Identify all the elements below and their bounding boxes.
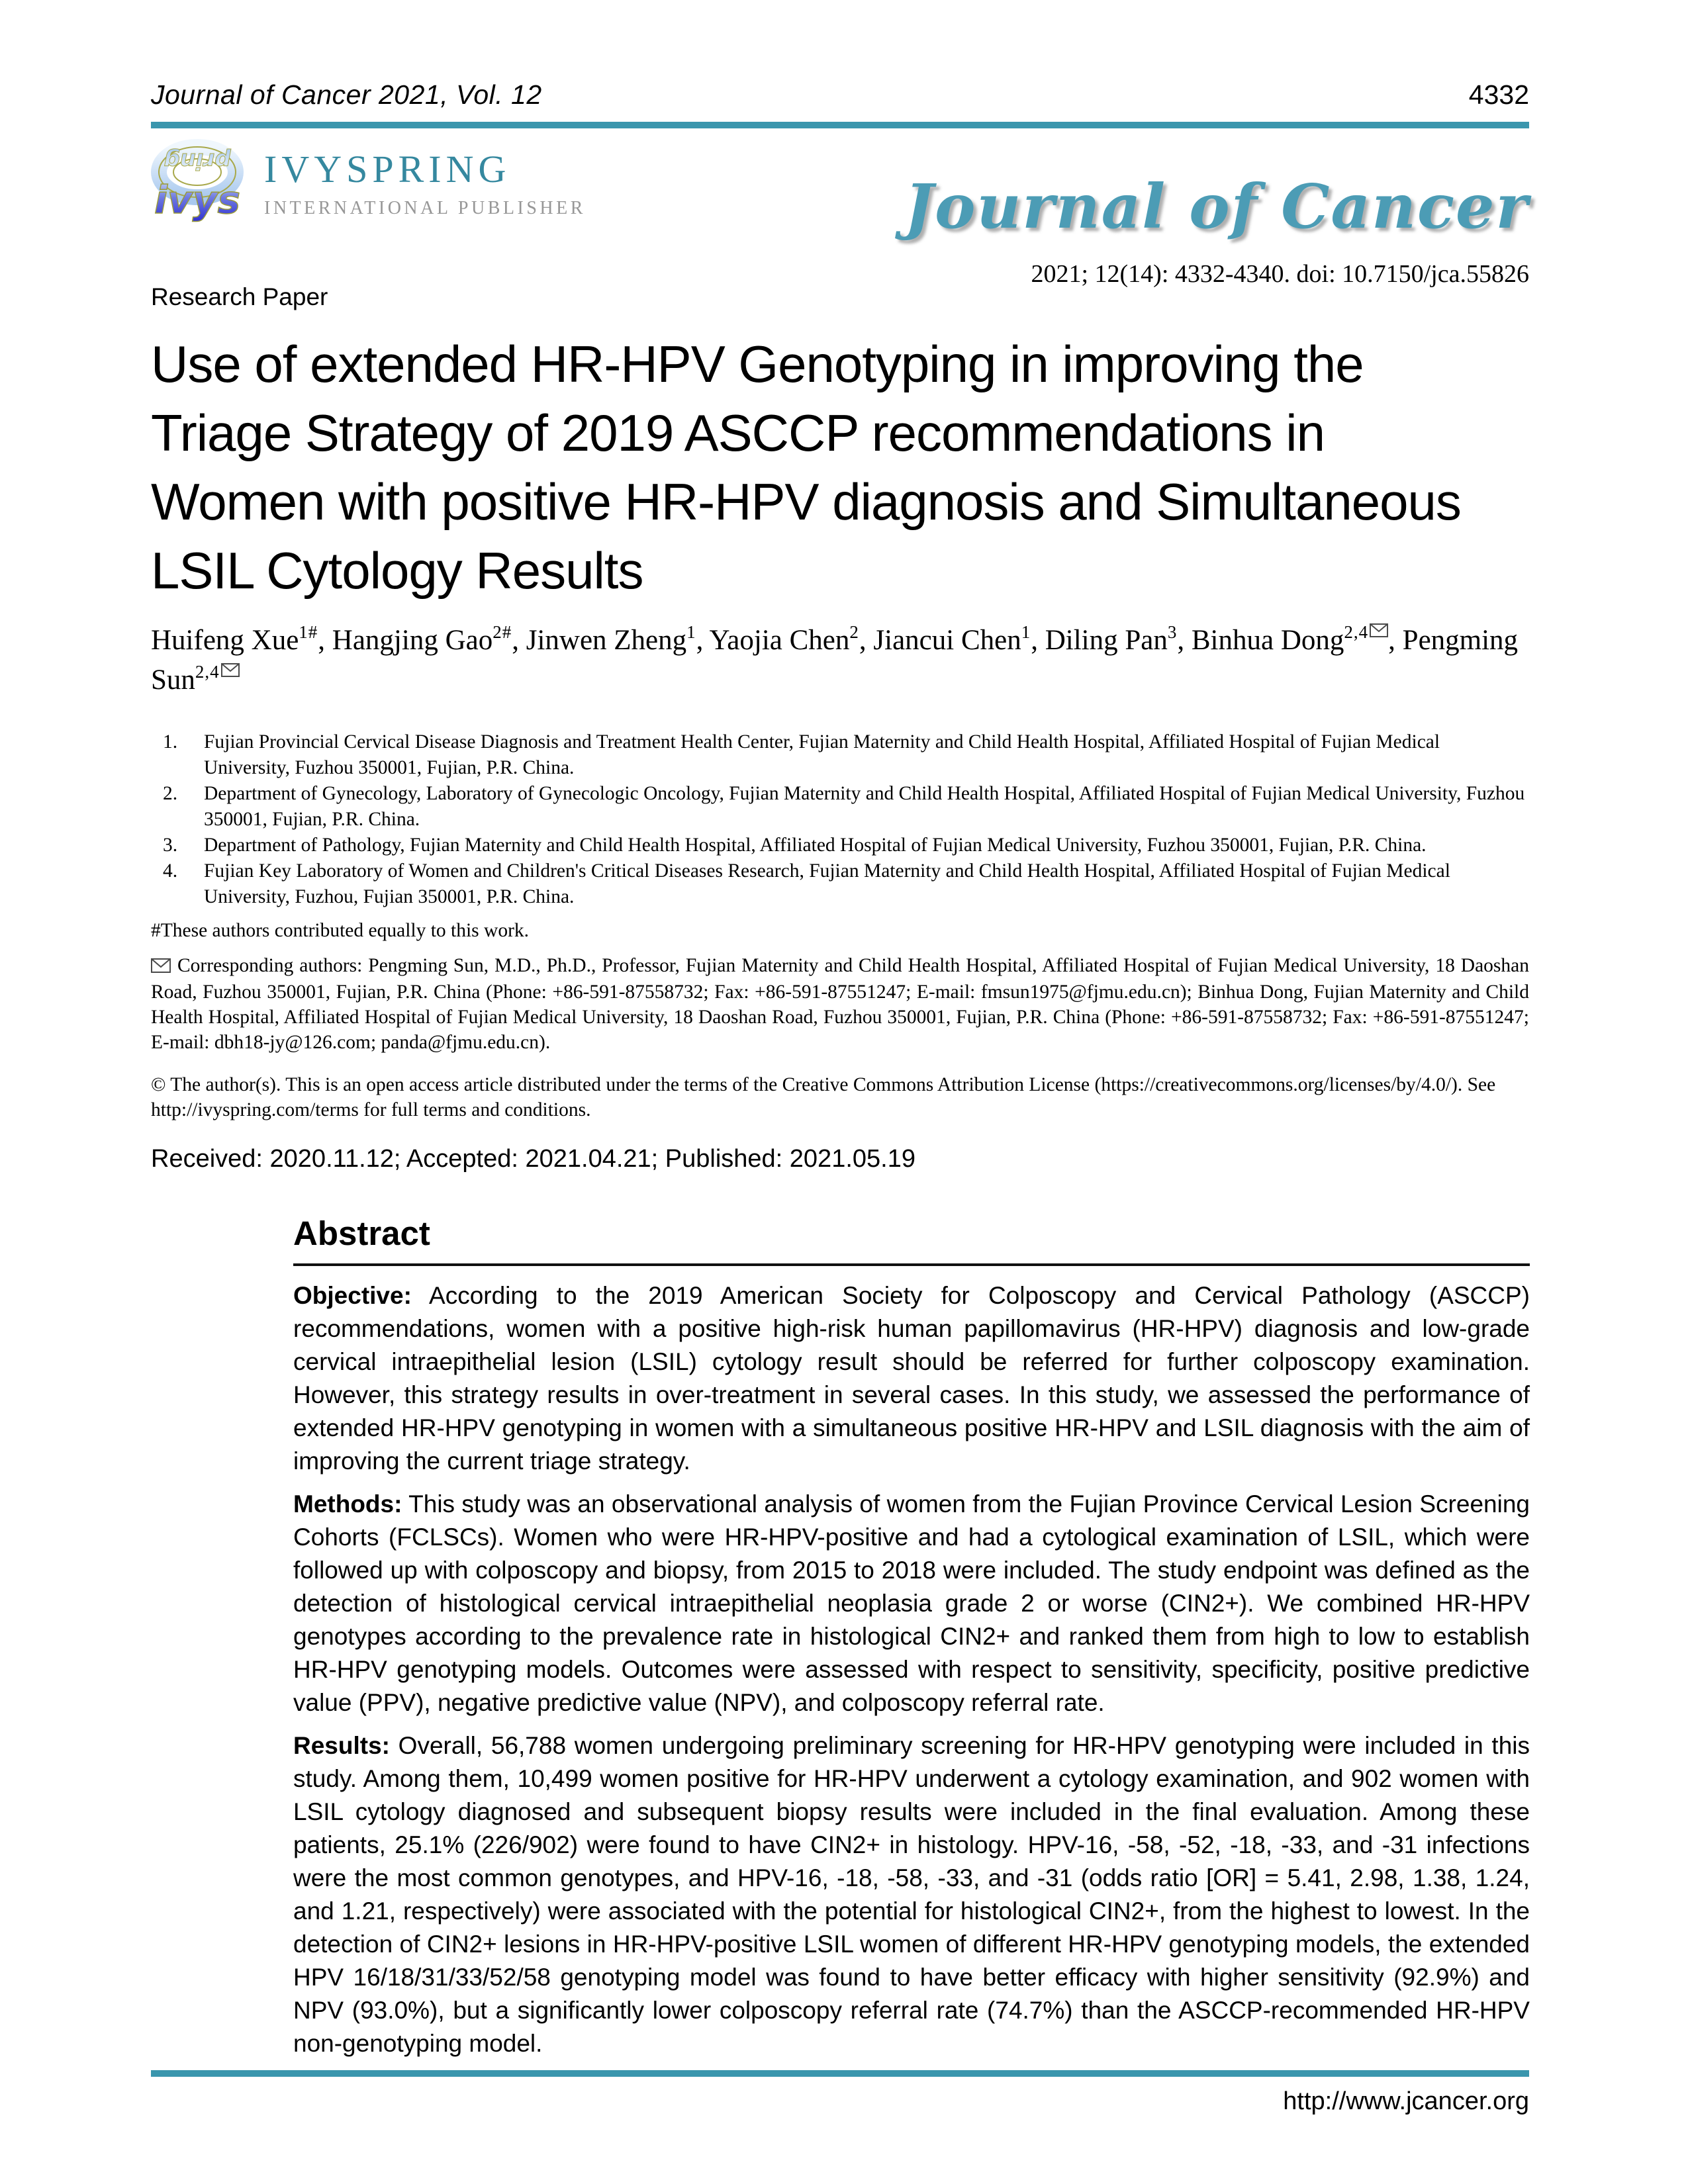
author-affiliation-sup: 1# (299, 622, 318, 642)
envelope-icon (1370, 623, 1388, 637)
abstract-paragraph: Objective: According to the 2019 American Society for Colposcopy and Cervical Pathology (ASCCP) recommendations, women with a positive high-risk human papillomavirus (HR-HPV) diagnosis and low-grade cervical intraepithelial lesion (LSIL) cytology result should be referred for further colposcopy examination. However, this strategy results in over-treatment in several cases. In this study, we assessed the performance of extended HR-HPV genotyping in women with a simultaneous positive HR-HPV and LSIL diagnosis with the aim of improving the current triage strategy. (293, 1282, 1530, 1475)
author: Diling Pan$^3$ (1045, 622, 1178, 656)
ring-front-letters: ivys (154, 177, 241, 222)
article-type-label: Research Paper (151, 283, 328, 310)
author: Huifeng Xue$^{1\#}$ (151, 622, 318, 656)
affiliation-item: 3. Department of Pathology, Fujian Maternity and Child Health Hospital, Affiliated Hospital of Fujian Medical University, Fuzhou 350001, Fujian, P.R. China. (163, 833, 1529, 858)
title-line-2: Triage Strategy of 2019 ASCCP recommendations in (151, 404, 1325, 462)
article-title (151, 330, 1461, 605)
author: Jiancui Chen$^1$ (873, 622, 1031, 656)
license-note: © The author(s). This is an open access article distributed under the terms of the Creative Commons Attribution License (https://creativecommons.org/licenses/by/4.0/). See http://ivyspring.com/terms for full terms and conditions. (151, 1074, 1496, 1120)
author-affiliation-sup: 1 (686, 622, 696, 642)
ivyspring-ring-icon (150, 135, 246, 222)
corresponding-text: Corresponding authors: Pengming Sun, M.D., Ph.D., Professor, Fujian Maternity and Child Health Hospital, Affiliated Hospital of Fujian Medical University, 18 Daoshan Road, Fuzhou 350001, Fujian, P.R. China (Phone: +86-591-87558732; Fax: +86-591-87551247; E-mail: fmsun1975@fjmu.edu.cn); Binhua Dong, Fujian Maternity and Child Health Hospital, Affiliated Hospital of Fujian Medical University, 18 Daoshan Road, Fuzhou 350001, Fujian, P.R. China (Phone: +86-591-87558732; Fax: +86-591-87551247; E-mail: dbh18-jy@126.com; panda@fjmu.edu.cn). (151, 955, 1529, 1053)
author-affiliation-sup: 1 (1021, 622, 1031, 642)
paragraph-label: Objective: (293, 1282, 412, 1309)
author-affiliation-sup: 2 (849, 622, 859, 642)
running-header: Journal of Cancer 2021, Vol. 12 (151, 79, 542, 110)
affiliation-number: 2. (163, 783, 178, 804)
envelope-icon (151, 954, 171, 979)
publisher-tagline: INTERNATIONAL PUBLISHER (264, 198, 586, 218)
abstract-paragraph: Methods: This study was an observational analysis of women from the Fujian Province Cervical Lesion Screening Cohorts (FCLSCs). Women who were HR-HPV-positive and had a cytological examination of LSIL, which were followed up with colposcopy and biopsy, from 2015 to 2018 were included. The study endpoint was defined as the detection of histological cervical intraepithelial neoplasia grade 2 or worse (CIN2+). We combined HR-HPV genotypes according to the prevalence rate in histological CIN2+ and ranked them from high to low to establish HR-HPV genotyping models. Outcomes were assessed with respect to sensitivity, specificity, positive predictive value (PPV), negative predictive value (NPV), and colposcopy referral rate. (293, 1490, 1530, 1716)
affiliations-list (163, 729, 1529, 910)
author: Pengming Sun$^{2,4}$ (151, 625, 1519, 696)
page-number: 4332 (1468, 79, 1529, 110)
abstract-paragraph: Results: Overall, 56,788 women undergoing preliminary screening for HR-HPV genotyping were included in this study. Among them, 10,499 women positive for HR-HPV underwent a cytology examination, and 902 women with LSIL cytology diagnosed and subsequent biopsy results were included in the final evaluation. Among these patients, 25.1% (226/902) were found to have CIN2+ in histology. HPV-16, -58, -52, -18, -33, and -31 infections were the most common genotypes, and HPV-16, -18, -58, -33, and -31 (odds ratio [OR] = 5.41, 2.98, 1.38, 1.24, and 1.21, respectively) were associated with the potential for histological CIN2+, from the highest to lowest. In the detection of CIN2+ lesions in HR-HPV-positive LSIL women of different HR-HPV genotyping models, the extended HPV 16/18/31/33/52/58 genotyping model was found to have better efficacy with higher sensitivity (92.9%) and NPV (93.0%), but a significantly lower colposcopy referral rate (74.7%) than the ASCCP-recommended HR-HPV non-genotyping model. (293, 1732, 1530, 2057)
affiliation-item: 1. Fujian Provincial Cervical Disease Diagnosis and Treatment Health Center, Fujian Maternity and Child Health Hospital, Affiliated Hospital of Fujian Medical University, Fuzhou 350001, Fujian, P.R. China. (163, 729, 1529, 781)
author-affiliation-sup: 2,4 (195, 662, 220, 682)
author-affiliation-sup: 3 (1167, 622, 1178, 642)
author-affiliation-sup: 2,4 (1344, 622, 1369, 642)
affiliation-number: 4. (163, 860, 178, 882)
ring-back-letters: pring (164, 148, 231, 174)
publisher-name: IVYSPRING (264, 148, 511, 191)
title-line-3: Women with positive HR-HPV diagnosis and Simultaneous (151, 473, 1461, 531)
author: Yaojia Chen$^2$ (709, 622, 859, 656)
corresponding-authors (151, 953, 1529, 1055)
author: Hangjing Gao$^{2\#}$ (332, 622, 512, 656)
author-affiliation-sup: 2# (492, 622, 512, 642)
affiliation-number: 3. (163, 835, 178, 856)
title-line-1: Use of extended HR-HPV Genotyping in improving the (151, 335, 1364, 393)
publisher-text (264, 147, 586, 219)
journal-wordmark: Journal of Cancer (904, 171, 1529, 242)
affiliation-number: 1. (163, 731, 178, 752)
publisher-logo (150, 135, 586, 222)
author: Binhua Dong$^{2,4}$ (1192, 625, 1388, 656)
affiliation-item: 4. Fujian Key Laboratory of Women and Children's Critical Diseases Research, Fujian Maternity and Child Health Hospital, Affiliated Hospital of Fujian Medical University, Fuzhou, Fujian 350001, P.R. China. (163, 858, 1529, 910)
header-divider (151, 122, 1529, 128)
affiliation-item: 2. Department of Gynecology, Laboratory of Gynecologic Oncology, Fujian Maternity and Child Health Hospital, Affiliated Hospital of Fujian Medical University, Fuzhou 350001, Fujian, P.R. China. (163, 781, 1529, 833)
received-accepted-published: Received: 2020.11.12; Accepted: 2021.04.21; Published: 2021.05.19 (151, 1145, 915, 1173)
abstract-section (293, 1214, 1530, 2070)
paragraph-label: Methods: (293, 1490, 402, 1518)
footer-divider (151, 2070, 1529, 2077)
abstract-paragraphs (293, 1279, 1530, 2060)
abstract-heading: Abstract (293, 1214, 430, 1252)
equal-contribution-note: #These authors contributed equally to this work. (151, 920, 530, 941)
author: Jinwen Zheng$^1$ (526, 622, 696, 656)
journal-url-link[interactable]: http://www.jcancer.org (1283, 2087, 1529, 2115)
abstract-divider (293, 1263, 1530, 1266)
paragraph-label: Results: (293, 1732, 390, 1759)
citation: 2021; 12(14): 4332-4340. doi: 10.7150/jca.55826 (1031, 260, 1529, 288)
authors-line: Huifeng Xue$^{1\#}$, Hangjing Gao$^{2\#}$, Jinwen Zheng$^1$, Yaojia Chen$^2$, Jiancui Chen$^1$, Diling Pan$^3$, Binhua Dong$^{2,4}$ , Pengming Sun$^{2,4}$ (151, 622, 1519, 696)
title-line-4: LSIL Cytology Results (151, 541, 643, 600)
envelope-icon (221, 663, 240, 677)
